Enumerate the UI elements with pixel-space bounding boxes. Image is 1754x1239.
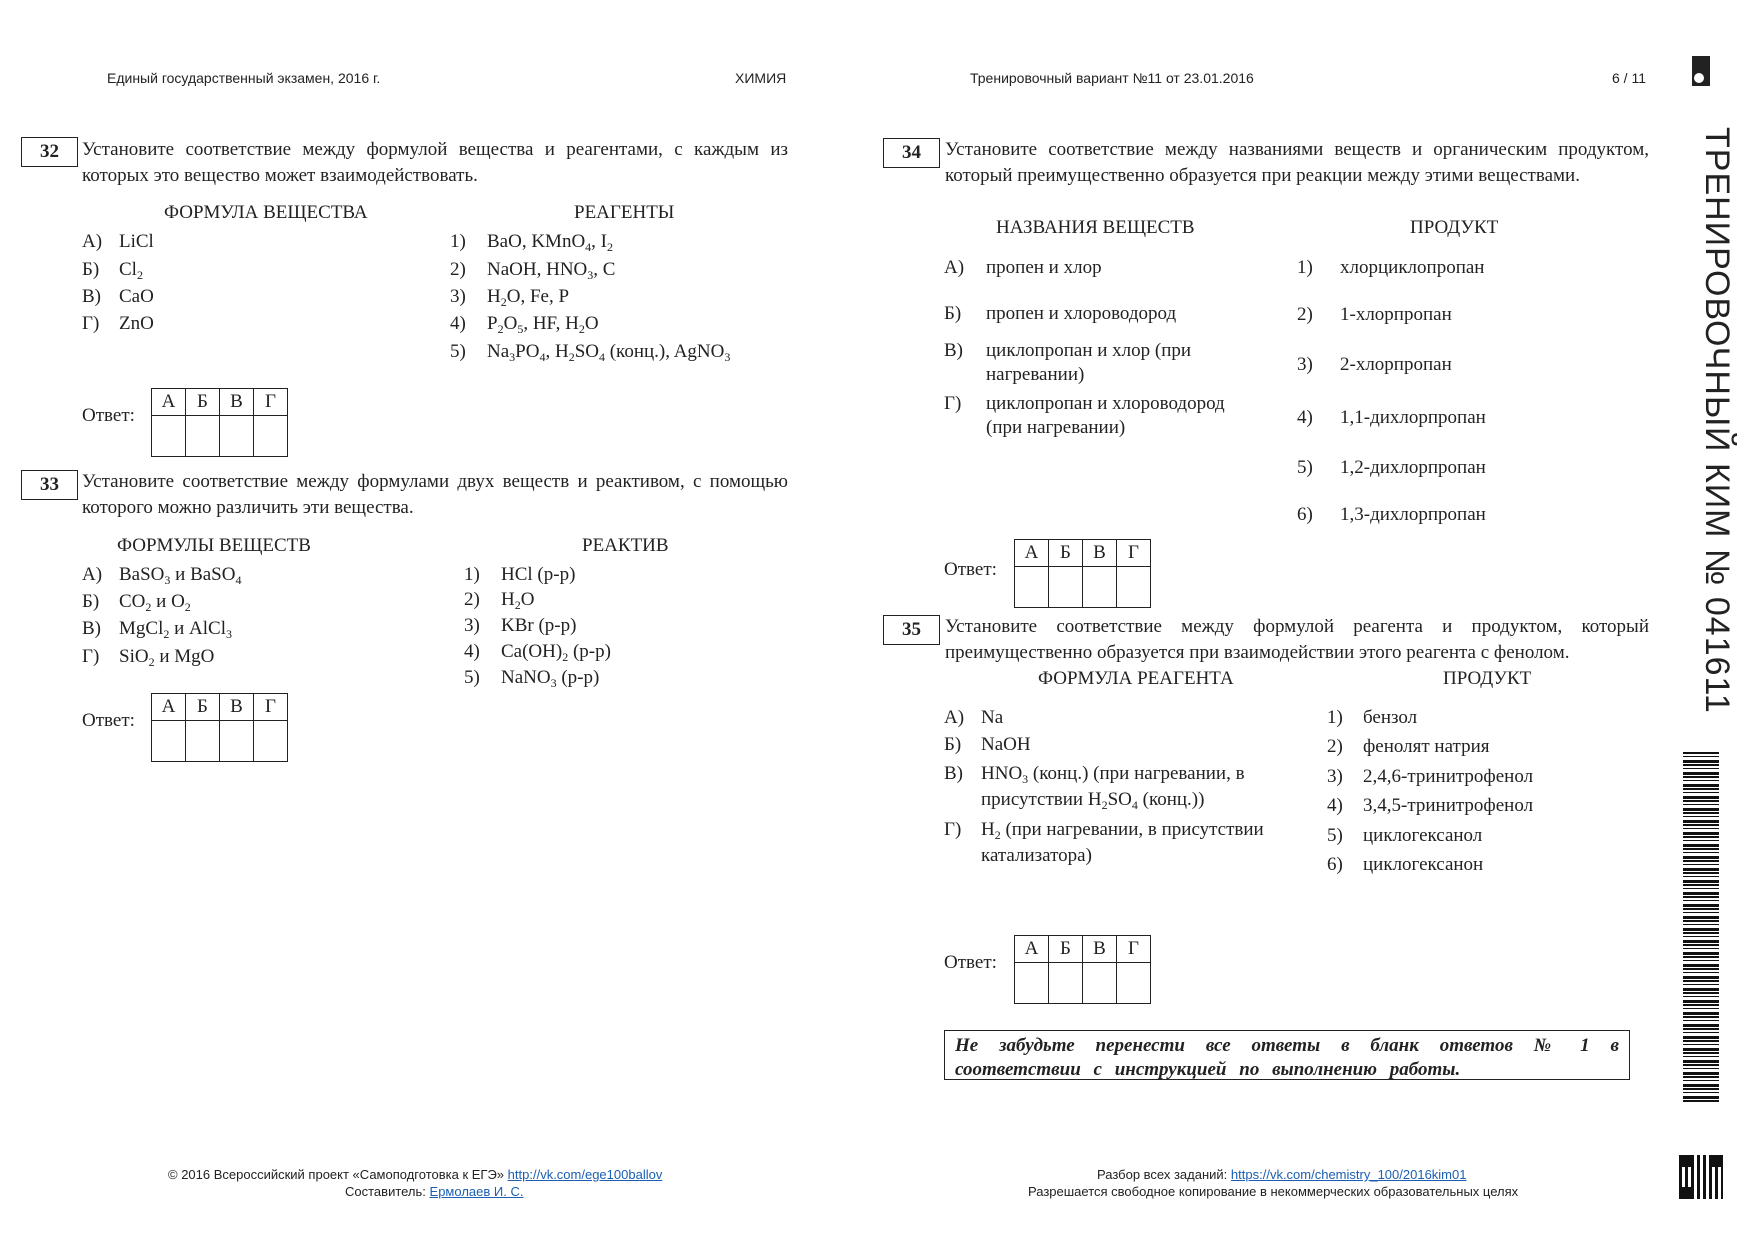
list-item: 2) 1-хлорпропан — [1297, 304, 1452, 325]
answer-cell[interactable] — [152, 721, 186, 762]
q35-number: 35 — [883, 615, 940, 645]
list-item: 1) HCl (р-р) — [464, 564, 576, 585]
subject-title: ХИМИЯ — [735, 70, 787, 86]
answer-col-header: Г — [254, 694, 288, 721]
footer-author-line — [345, 1184, 523, 1199]
variant-title: Тренировочный вариант №11 от 23.01.2016 — [970, 70, 1254, 86]
answer-col-header: Б — [186, 694, 220, 721]
list-item: А) LiCl — [82, 231, 154, 252]
answer-cell[interactable] — [1083, 567, 1117, 608]
project-link[interactable]: http://vk.com/ege100ballov — [507, 1167, 663, 1182]
q33-number: 33 — [21, 470, 78, 500]
list-item: 1) хлорциклопропан — [1297, 257, 1485, 278]
answer-col-header: А — [1015, 540, 1049, 567]
list-item: 1) BaO, KMnO$_4$, $I_2$ — [450, 231, 613, 254]
list-item: Б) NaOH — [944, 734, 1031, 755]
answer-cell[interactable] — [152, 416, 186, 457]
list-item: Г) $H_2$ (при нагревании, в присутствии — [944, 819, 1264, 842]
answer-col-header: В — [220, 694, 254, 721]
list-item: 2) фенолят натрия — [1327, 736, 1490, 757]
list-item: Г) ZnO — [82, 313, 154, 334]
list-item: Г) SiO$_2$ и MgO — [82, 646, 215, 669]
answer-col-header: Г — [1117, 540, 1151, 567]
side-title: ТРЕНИРОВОЧНЫЙ КИМ № 041611 — [1698, 127, 1736, 714]
q35-answer-label: Ответ: — [944, 952, 997, 973]
list-item: 4) $P_2O_5$, HF, $H_2O$ — [450, 313, 599, 336]
q34-number: 34 — [883, 138, 940, 168]
answer-cell[interactable] — [1117, 963, 1151, 1004]
list-item: Б) $Cl_2$ — [82, 259, 143, 282]
answer-cell[interactable] — [1049, 567, 1083, 608]
list-item: 3) 2,4,6-тринитрофенол — [1327, 766, 1534, 787]
answer-cell[interactable] — [1117, 567, 1151, 608]
answer-col-header: Б — [1049, 540, 1083, 567]
footer-copyright-line — [168, 1167, 662, 1182]
list-item-continuation: присутствии $H_2SO_4$ (конц.)) — [981, 789, 1205, 812]
list-item: В) $HNO_3$ (конц.) (при нагревании, в — [944, 763, 1245, 786]
copyright-text: © 2016 Всероссийский проект «Самоподготовка к ЕГЭ» — [168, 1167, 505, 1182]
q32-right-title: РЕАГЕНТЫ — [574, 202, 675, 223]
answer-cell[interactable] — [1049, 963, 1083, 1004]
q33-right-title: РЕАКТИВ — [582, 535, 669, 556]
answer-col-header: В — [1083, 936, 1117, 963]
list-item: 4) 1,1-дихлорпропан — [1297, 407, 1486, 428]
list-item: 4) 3,4,5-тринитрофенол — [1327, 795, 1534, 816]
q32-left-title: ФОРМУЛА ВЕЩЕСТВА — [164, 202, 368, 223]
answer-col-header: Б — [186, 389, 220, 416]
answer-col-header: В — [1083, 540, 1117, 567]
list-item: 1) бензол — [1327, 707, 1418, 728]
answer-cell[interactable] — [254, 721, 288, 762]
q35-right-title: ПРОДУКТ — [1443, 668, 1532, 689]
list-item: 5) NaNO$_3$ (р-р) — [464, 667, 600, 690]
list-item: В) MgCl$_2$ и AlCl$_3$ — [82, 618, 232, 641]
q35-answer-grid — [1014, 935, 1151, 1004]
answer-cell[interactable] — [254, 416, 288, 457]
notice-box — [944, 1030, 1630, 1080]
answer-col-header: Г — [254, 389, 288, 416]
answer-col-header: А — [152, 694, 186, 721]
answer-col-header: А — [1015, 936, 1049, 963]
qr-code — [1679, 1155, 1723, 1199]
list-item: 6) 1,3-дихлорпропан — [1297, 504, 1486, 525]
list-item: 5) циклогексанол — [1327, 825, 1483, 846]
list-item: 6) циклогексанон — [1327, 854, 1484, 875]
answer-cell[interactable] — [186, 416, 220, 457]
list-item: В) циклопропан и хлор (при нагревании) — [944, 340, 1192, 385]
list-item: 3) KBr (р-р) — [464, 615, 577, 636]
list-item: А) пропен и хлор — [944, 257, 1102, 278]
analysis-link[interactable]: https://vk.com/chemistry_100/2016kim01 — [1230, 1167, 1467, 1182]
q34-answer-grid — [1014, 539, 1151, 608]
barcode — [1683, 752, 1719, 1102]
list-item: 2) NaOH, $HNO_3$, C — [450, 259, 616, 282]
q32-answer-grid — [151, 388, 288, 457]
analysis-label: Разбор всех заданий: — [1097, 1167, 1228, 1182]
list-item: Б) $CO_2$ и $O_2$ — [82, 591, 191, 614]
license-text: Разрешается свободное копирование в некоммерческих образовательных целях — [1028, 1184, 1519, 1199]
page-number: 6 / 11 — [1612, 70, 1646, 86]
answer-col-header: А — [152, 389, 186, 416]
answer-cell[interactable] — [1015, 963, 1049, 1004]
exam-title: Единый государственный экзамен, 2016 г. — [107, 70, 381, 86]
answer-cell[interactable] — [220, 416, 254, 457]
q34-answer-label: Ответ: — [944, 559, 997, 580]
list-item: А) BaSO$_3$ и BaSO$_4$ — [82, 564, 242, 587]
q34-right-title: ПРОДУКТ — [1410, 217, 1499, 238]
answer-col-header: Б — [1049, 936, 1083, 963]
list-item: Г) циклопропан и хлороводород (при нагревании) — [944, 393, 1225, 438]
q32-answer-label: Ответ: — [82, 405, 135, 426]
list-item: 4) $Ca(OH)_2$ (р-р) — [464, 641, 611, 664]
q33-answer-grid — [151, 693, 288, 762]
q32-text: Установите соответствие между формулой вещества и реагентами, с каждым из которых это вещество может взаимодействовать. — [82, 139, 788, 186]
answer-col-header: Г — [1117, 936, 1151, 963]
list-item: 3) $H_2O$, Fe, P — [450, 286, 570, 309]
answer-cell[interactable] — [220, 721, 254, 762]
list-item: Б) пропен и хлороводород — [944, 303, 1177, 324]
list-item: А) Na — [944, 707, 1004, 728]
notice-text: Не забудьте перенести все ответы в бланк ответов № 1 в соответствии с инструкцией по выполнению работы. — [955, 1035, 1619, 1080]
answer-cell[interactable] — [1015, 567, 1049, 608]
list-item: 3) 2-хлорпропан — [1297, 354, 1452, 375]
list-item-continuation: катализатора) — [981, 845, 1092, 866]
answer-cell[interactable] — [186, 721, 220, 762]
q34-left-title: НАЗВАНИЯ ВЕЩЕСТВ — [996, 217, 1195, 238]
list-item: 2) $H_2O$ — [464, 589, 535, 612]
q32-number: 32 — [21, 137, 78, 167]
q34-text: Установите соответствие между названиями веществ и органическим продуктом, который преимущественно образуется при реакции между этими веществами. — [945, 139, 1649, 186]
list-item: 5) 1,2-дихлорпропан — [1297, 457, 1486, 478]
author-label: Составитель: — [345, 1184, 426, 1199]
q35-text: Установите соответствие между формулой реагента и продуктом, который преимущественно образуется при взаимодействии этого реагента с фенолом. — [945, 616, 1649, 663]
author-link[interactable]: Ермолаев И. С. — [429, 1184, 524, 1199]
q33-text: Установите соответствие между формулами двух веществ и реактивом, с помощью которого можно различить эти вещества. — [82, 471, 788, 518]
answer-col-header: В — [220, 389, 254, 416]
list-item: В) CaO — [82, 286, 154, 307]
answer-cell[interactable] — [1083, 963, 1117, 1004]
footer-analysis-line — [1097, 1167, 1466, 1182]
corner-marker — [1692, 56, 1710, 86]
q35-left-title: ФОРМУЛА РЕАГЕНТА — [1038, 668, 1234, 689]
q33-left-title: ФОРМУЛЫ ВЕЩЕСТВ — [117, 535, 311, 556]
list-item: 5) $Na_3PO_4$, $H_2SO_4$ (конц.), AgNO$_3$ — [450, 341, 731, 364]
q33-answer-label: Ответ: — [82, 710, 135, 731]
